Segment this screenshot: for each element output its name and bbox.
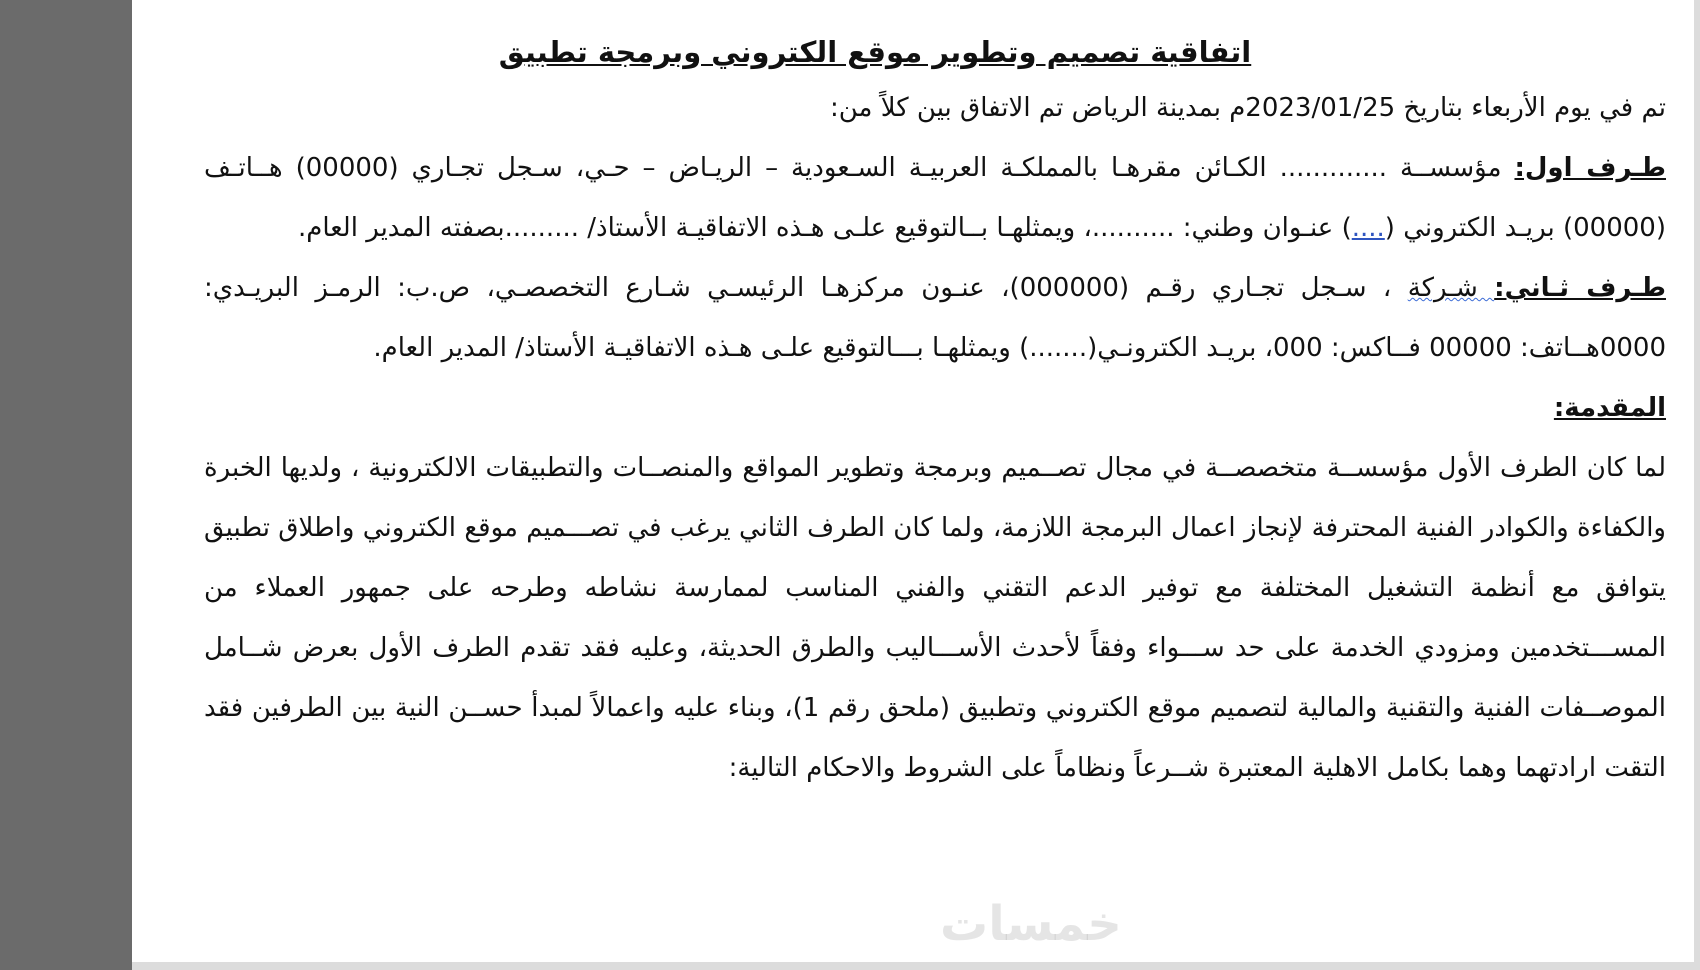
party-one-label: طـرف اول:	[1514, 153, 1666, 183]
document-page[interactable]	[132, 0, 1694, 962]
viewer-left-gutter	[0, 0, 132, 970]
viewer-bottom-edge	[132, 962, 1700, 970]
viewer-scroll-edge[interactable]	[1694, 0, 1700, 970]
watermark-logo-icon	[750, 888, 1122, 958]
party-one-text-before: مؤسســة ............. الكـائن مقرهـا بالمملكـة العربيـة السـعودية – الريـاض – حـي، سـجل تجـاري (00000) هــاتـف (00000) بريـد الكتروني (	[204, 153, 1666, 243]
introduction-heading: المقدمة:	[1553, 393, 1666, 423]
party-one-paragraph	[204, 138, 1666, 258]
watermark-logo	[750, 888, 1122, 970]
party-two-label: طـرف ثـاني:	[1494, 273, 1666, 303]
intro-line: تم في يوم الأربعاء بتاريخ 2023/01/25م بمدينة الرياض تم الاتفاق بين كلاً من:	[830, 93, 1666, 123]
svg-text:خمسات: خمسات	[940, 896, 1122, 952]
party-two-company-word: شـركة	[1407, 273, 1495, 303]
introduction-body: لما كان الطرف الأول مؤسســة متخصصــة في مجال تصــميم وبرمجة وتطوير المواقع والمنصــات والتطبيقات الالكترونية ، ولديها الخبرة والكفاءة والكوادر الفنية المحترفة لإنجاز اعمال البرمجة اللازمة، ولما كان الطرف الثاني يرغب في تصـــميم موقع الكتروني واطلاق تطبيق يتوافق مع أنظمة التشغيل المختلفة مع توفير الدعم التقني والفني المناسب لممارسة نشاطه وطرحه على جمهور العملاء من المســـتخدمين ومزودي الخدمة على حد ســـواء وفقاً لأحدث الأســـاليب والطرق الحديثة، وعليه فقد تقدم الطرف الأول بعرض شــامل الموصــفات الفنية والتقنية والمالية لتصميم موقع الكتروني وتطبيق (ملحق رقم 1)، وبناء عليه واعمالاً لمبدأ حســن النية بين الطرفين فقد التقت ارادتهما وهما بكامل الاهلية المعتبرة شــرعاً ونظاماً على الشروط والاحكام التالية:	[204, 453, 1666, 783]
party-two-paragraph	[204, 258, 1666, 378]
party-one-email-link[interactable]: ....	[1351, 213, 1385, 243]
party-two-text: ، سـجل تجـاري رقـم (000000)، عنـون مركزهـا الرئيسـي شـارع التخصصـي، ص.ب: الرمـز البريـدي: 0000هــاتف: 00000 فــاكس: 000، بريـد الكترونـي(.......) ويمثلهـا بـــالتوقيع علـى هـذه الاتفاقيـة الأستاذ/ المدير العام.	[204, 273, 1666, 363]
document-title: اتفاقية تصميم وتطوير موقع الكتروني وبرمجة تطبيق	[498, 35, 1252, 69]
party-one-text-after: ) عنـوان وطني: ..........، ويمثلهـا بــالتوقيع علـى هـذه الاتفاقيـة الأستاذ/ .........بصفته المدير العام.	[297, 213, 1352, 243]
document-body	[204, 26, 1666, 798]
